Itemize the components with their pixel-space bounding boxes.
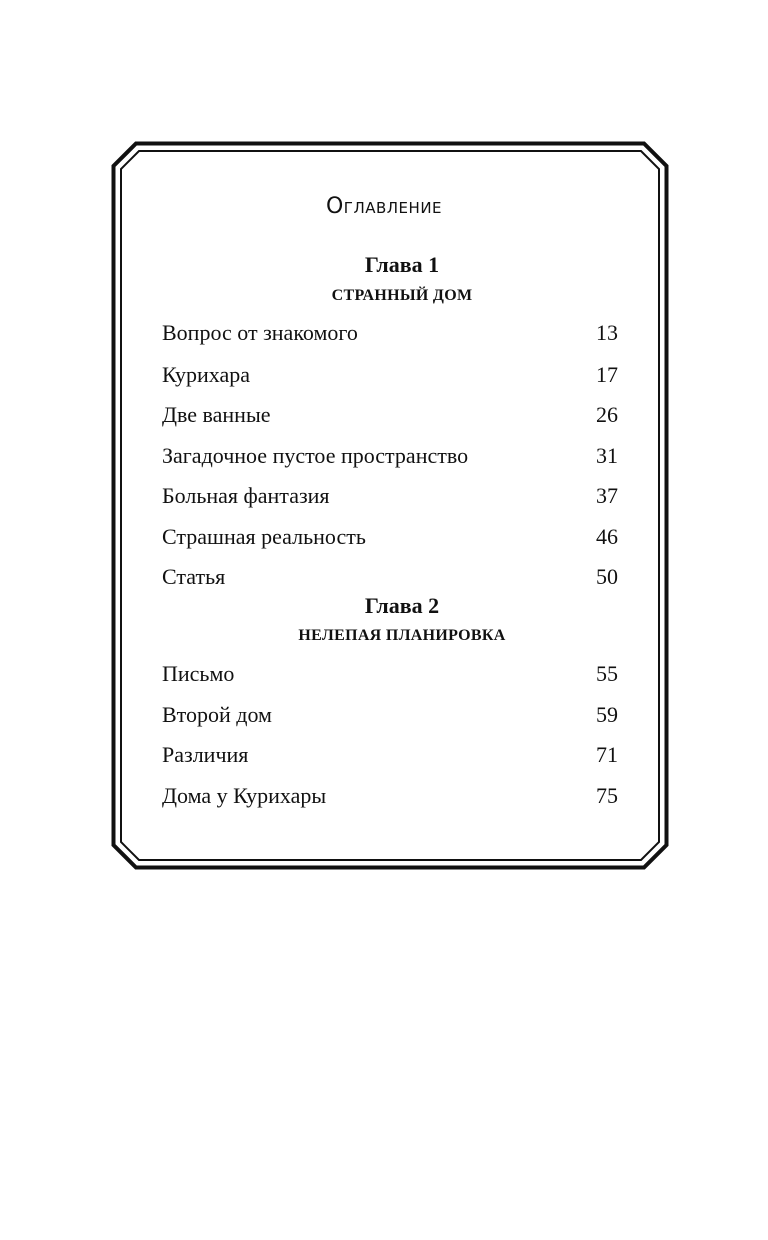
toc-entry[interactable] — [162, 702, 618, 730]
entry-page-number: 37 — [596, 483, 618, 508]
toc-entry[interactable] — [162, 402, 618, 430]
entry-title: Дома у Курихары — [162, 783, 327, 808]
entry-page-number: 26 — [596, 402, 618, 427]
toc-entry[interactable] — [162, 524, 618, 552]
toc-entry[interactable] — [162, 564, 618, 592]
toc-title: Оглавление — [325, 194, 443, 219]
entry-page-number: 71 — [596, 742, 618, 767]
entry-page-number: 31 — [596, 443, 618, 468]
entry-page-number: 17 — [596, 362, 618, 387]
toc-entry[interactable] — [162, 320, 618, 348]
chapter-2-label: Глава 2 — [364, 593, 440, 618]
entry-page-number: 59 — [596, 702, 618, 727]
chapter-1-subtitle: СТРАННЫЙ ДОМ — [331, 287, 473, 304]
entry-title: Курихара — [162, 362, 251, 387]
chapter-1-label: Глава 1 — [364, 252, 440, 277]
entry-page-number: 46 — [596, 524, 618, 549]
entry-title: Вопрос от знакомого — [162, 320, 358, 345]
chapter-2-subtitle: НЕЛЕПАЯ ПЛАНИРОВКА — [298, 627, 506, 644]
entry-page-number: 13 — [596, 320, 618, 345]
entry-title: Различия — [162, 742, 249, 767]
entry-title: Две ванные — [162, 402, 271, 427]
entry-page-number: 50 — [596, 564, 618, 589]
entry-title: Больная фантазия — [162, 483, 330, 508]
entry-title: Статья — [162, 564, 226, 589]
entry-title: Загадочное пустое пространство — [162, 443, 469, 468]
toc-entry[interactable] — [162, 483, 618, 511]
toc-entry[interactable] — [162, 362, 618, 390]
entry-title: Второй дом — [162, 702, 272, 727]
toc-entry[interactable] — [162, 742, 618, 770]
entry-page-number: 75 — [596, 783, 618, 808]
toc-entry[interactable] — [162, 783, 618, 811]
toc-entry[interactable] — [162, 443, 618, 471]
toc-entry[interactable] — [162, 661, 618, 689]
entry-page-number: 55 — [596, 661, 618, 686]
entry-title: Страшная реальность — [162, 524, 366, 549]
entry-title: Письмо — [162, 661, 235, 686]
